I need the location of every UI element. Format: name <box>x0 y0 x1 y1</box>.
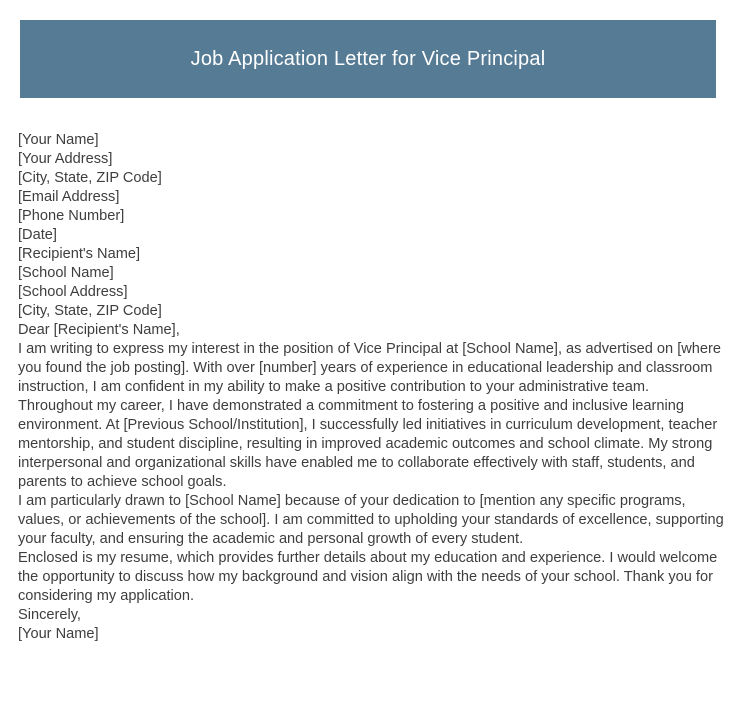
letter-title-banner <box>20 20 716 98</box>
letter-body <box>0 98 740 644</box>
letter-paragraph-experience: Throughout my career, I have demonstrated a commitment to fostering a positive and inclusive learning environment. At [Previous School/Institution], I successfully led initiatives in curriculum development, teacher mentorship, and student discipline, resulting in improved academic outcomes and school climate. My strong interpersonal and organizational skills have enabled me to collaborate effectively with staff, students, and parents to achieve school goals. <box>18 398 718 490</box>
letter-paragraph-motivation: I am particularly drawn to [School Name] because of your dedication to [mention any specific programs, values, or achievements of the school]. I am committed to upholding your standards of excellence, supporting your faculty, and ensuring the academic and personal growth of every student. <box>18 493 724 547</box>
contact-line-city-state-zip: [City, State, ZIP Code] <box>18 170 162 186</box>
letter-paragraph-enclosure: Enclosed is my resume, which provides further details about my education and experience. I would welcome the opportunity to discuss how my background and vision align with the needs of your school. Thank you for considering my application. <box>18 550 718 604</box>
closing-line: Sincerely, <box>18 607 81 623</box>
contact-line-email: [Email Address] <box>18 189 120 205</box>
recipient-line-school-name: [School Name] <box>18 265 114 281</box>
recipient-line-name: [Recipient's Name] <box>18 246 141 262</box>
contact-line-phone: [Phone Number] <box>18 208 125 224</box>
letter-paragraph-introduction: I am writing to express my interest in the position of Vice Principal at [School Name], as advertised on [where you found the job posting]. With over [number] years of experience in educational leadership and classroom instruction, I am confident in my ability to make a positive contribution to your administrative team. <box>18 341 721 395</box>
page-title: Job Application Letter for Vice Principal <box>190 47 546 70</box>
recipient-line-school-address: [School Address] <box>18 284 128 300</box>
signature-line: [Your Name] <box>18 626 99 642</box>
salutation-line: Dear [Recipient's Name], <box>18 322 180 338</box>
contact-line-your-address: [Your Address] <box>18 151 113 167</box>
contact-line-your-name: [Your Name] <box>18 132 99 148</box>
recipient-line-city-state-zip: [City, State, ZIP Code] <box>18 303 162 319</box>
contact-line-date: [Date] <box>18 227 57 243</box>
